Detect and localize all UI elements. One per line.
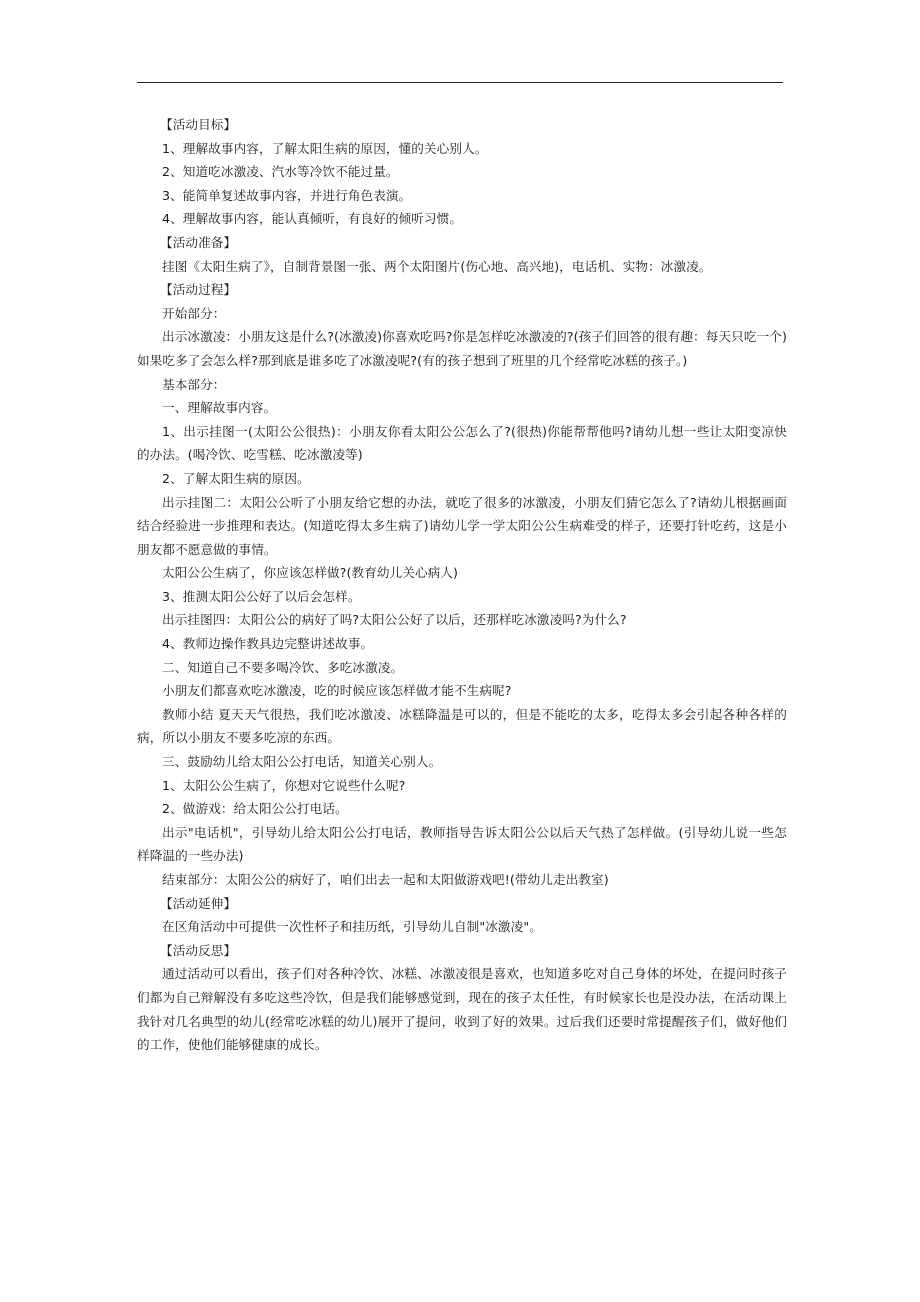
paragraph: 3、推测太阳公公好了以后会怎样。	[162, 588, 361, 604]
paragraph: 2、了解太阳生病的原因。	[162, 470, 310, 486]
paragraph: 通过活动可以看出，孩子们对各种冷饮、冰糕、冰激凌很是喜欢，也知道多吃对自己身体的坏处，在提问时孩子们都为自己辩解没有多吃这些冷饮，但是我们能够感觉到，现在的孩子太任性，有时候家长也是没办法，在活动课上我针对几名典型的幼儿(经常吃冰糕的幼儿)展开了提问，收到了好的效果。过后我们还要时常提醒孩子们，做好他们的工作，使他们能够健康的成长。	[137, 966, 787, 1053]
paragraph: 教师小结 夏天天气很热，我们吃冰激凌、冰糕降温是可以的，但是不能吃的太多，吃得太多会引起各种各样的病，所以小朋友不要多吃凉的东西。	[137, 706, 787, 746]
paragraph: 小朋友们都喜欢吃冰激凌，吃的时候应该怎样做才能不生病呢?	[162, 683, 512, 699]
paragraph: 在区角活动中可提供一次性杯子和挂历纸，引导幼儿自制"冰激凌"。	[162, 919, 542, 935]
paragraph: 1、太阳公公生病了，你想对它说些什么呢?	[162, 777, 406, 793]
section-heading: 【活动准备】	[160, 234, 237, 250]
paragraph: 结束部分：太阳公公的病好了，咱们出去一起和太阳做游戏吧!(带幼儿走出教室)	[162, 872, 609, 887]
paragraph: 出示挂图二：太阳公公听了小朋友给它想的办法，就吃了很多的冰激凌，小朋友们猜它怎么了?请幼儿根据画面结合经验进一步推理和表达。(知道吃得太多生病了)请幼儿学一学太阳公公生病难受的样子，还要打针吃药，这是小朋友都不愿意做的事情。	[137, 494, 787, 557]
paragraph: 1、出示挂图一(太阳公公很热)：小朋友你看太阳公公怎么了?(很热)你能帮帮他吗?请幼儿想一些让太阳变凉快的办法。(喝冷饮、吃雪糕、吃冰激凌等)	[137, 423, 787, 463]
section-heading: 【活动延伸】	[160, 895, 237, 911]
paragraph: 三、鼓励幼儿给太阳公公打电话，知道关心别人。	[162, 754, 442, 770]
paragraph: 4、理解故事内容，能认真倾听，有良好的倾听习惯。	[162, 211, 463, 227]
paragraph: 1、理解故事内容，了解太阳生病的原因，懂的关心别人。	[162, 140, 488, 156]
header-rule	[137, 82, 783, 83]
paragraph: 二、知道自己不要多喝冷饮、多吃冰激凌。	[162, 659, 404, 675]
paragraph: 出示挂图四：太阳公公的病好了吗?太阳公公好了以后，还那样吃冰激凌吗?为什么?	[162, 612, 627, 628]
paragraph: 挂图《太阳生病了》，自制背景图一张、两个太阳图片(伤心地、高兴地)，电话机、实物：冰激凌。	[162, 258, 712, 274]
paragraph: 4、教师边操作教具边完整讲述故事。	[162, 636, 374, 652]
paragraph: 2、知道吃冰激凌、汽水等冷饮不能过量。	[162, 164, 399, 180]
paragraph: 2、做游戏：给太阳公公打电话。	[162, 801, 348, 817]
paragraph: 3、能简单复述故事内容，并进行角色表演。	[162, 187, 412, 203]
section-heading: 【活动目标】	[160, 117, 237, 132]
paragraph: 太阳公公生病了，你应该怎样做?(教育幼儿关心病人)	[162, 565, 459, 581]
paragraph: 出示冰激凌：小朋友这是什么?(冰激凌)你喜欢吃吗?你是怎样吃冰激凌的?(孩子们回答的很有趣：每天只吃一个)如果吃多了会怎么样?那到底是谁多吃了冰激凌呢?(有的孩子想到了班里的几个经常吃冰糕的孩子。)	[137, 329, 787, 368]
paragraph: 一、理解故事内容。	[162, 400, 277, 416]
section-heading: 【活动反思】	[160, 942, 237, 958]
paragraph: 开始部分：	[162, 305, 226, 321]
document-body	[137, 113, 787, 1057]
paragraph: 基本部分：	[162, 376, 226, 392]
paragraph: 出示"电话机"，引导幼儿给太阳公公打电话，教师指导告诉太阳公公以后天气热了怎样做。(引导幼儿说一些怎样降温的一些办法)	[137, 824, 787, 864]
section-heading: 【活动过程】	[160, 282, 237, 298]
